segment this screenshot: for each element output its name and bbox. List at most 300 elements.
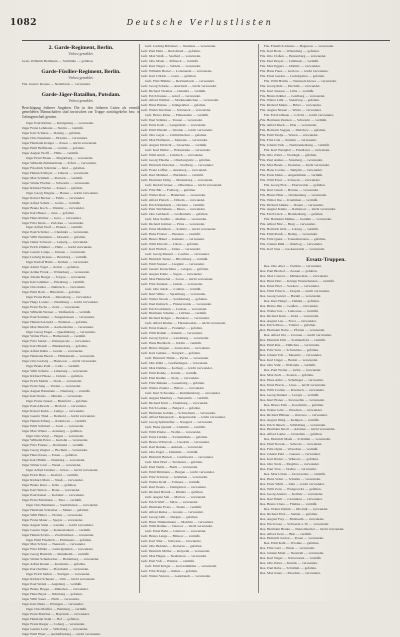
casualty-entry: Gefr. Willi Arndt — Limbach — verwundet. [141, 152, 204, 157]
casualty-entry: Gefr. August Ulbricht — Glauchau — vermißt. [141, 143, 208, 148]
casualty-entry: Gefr. Walter Krull — Tribsees — vermißt. [141, 479, 201, 484]
casualty-entry: Gefr. Bruno Wittstock — Usedom — verwundet. [141, 440, 210, 445]
casualty-entry: Füs. Max Eggers — Dömitz — verwundet. [260, 63, 321, 68]
casualty-entry: Gefr. Ernst Bahr — Güstrow — verwundet. [145, 529, 207, 534]
casualty-entry: Res. Johann Toll — Meseritz — verwundet. [260, 353, 322, 358]
casualty-entry: Jäger Friedrich Schröder — Kiel — gefallen. [22, 166, 86, 171]
casualty-entry: Jäger Otto Baumann — Saarbrücken — verwundet. [26, 502, 99, 507]
casualty-entry: Gefr. Emil Dittmann — Bergen — leicht verwundet. [141, 469, 215, 474]
casualty-entry: Gefr. Fritz Kutzner — Guben — verwundet. [141, 281, 204, 286]
casualty-entry: Füs. Georg Fick — Eberswalde — gefallen. [264, 182, 326, 187]
casualty-entry: Gefr. Richard Thomas — Oelsnitz — vermißt. [141, 88, 207, 93]
casualty-entry: Res. Ernst Borck — Lissa — leicht verwundet. [260, 382, 327, 387]
casualty-entry: Gefr. Gustav Kretschmer — Glogau — gefallen. [141, 266, 210, 271]
casualty-entry: Gefr. Emil Kröger — Grevesmühlen — verwundet. [145, 564, 218, 569]
casualty-entry: Gefr. Max Weiß — Saalfeld — verwundet. [141, 53, 202, 58]
casualty-entry: Res. Erich Jänsch — Schildberg — verwundet. [260, 422, 327, 427]
casualty-entry: Res. Bruno Falk — Koschmin — gefallen. [264, 402, 324, 407]
casualty-entry: Jäger Max Winter — Arnsberg — gefallen. [22, 428, 83, 433]
casualty-entry: Jäger Paul Schröter — Chemnitz — verwundet. [22, 230, 89, 235]
casualty-entry: Füs. Ernst Dehn — Angermünde — vermißt. [260, 172, 323, 177]
casualty-entry: Jäger Karl Simon — Bonn — verwundet. [22, 488, 81, 492]
casualty-entry: Gefr. Paul Nehls — Barth — verwundet. [141, 465, 199, 470]
casualty-entry: Gefr. Karl Gehrke — Stargard — gefallen. [141, 351, 201, 356]
casualty-entry: Gefr. Heinrich Tietze — Hirschberg — vermißt. [141, 256, 209, 261]
casualty-entry: Res. Hermann Henke — Neutomischel — leicht verwundet. [260, 526, 345, 531]
casualty-entry: Füs. Johann Vick — Neubrandenburg — vermißt. [260, 143, 330, 148]
casualty-entry: Gefr. Hermann Schulze — Lübben — vermißt. [141, 311, 207, 316]
casualty-entry: Res. Johann Mohr — Neustadt — verwundet. [260, 551, 325, 556]
casualty-entry: Jäger Otto Ludwig — Hannover — leicht verwundet. [22, 359, 97, 364]
casualty-entry: Füs. Johann Rühl — Jüterbog — verwundet. [260, 242, 323, 247]
casualty-entry: Jäger Bruno Hoppe — München — verwundet. [22, 587, 89, 592]
casualty-entry: Gefr. Erich Lemke — Belgard — gefallen. [141, 405, 201, 410]
casualty-entry: Jäger Hermann Busch — Hildesheim — verwundet. [22, 354, 96, 359]
casualty-entry: Gefr. Kurt Wilke — Spremberg — verwundet. [141, 291, 207, 296]
casualty-entry: Res. Walter Jost — Lieberose — vermißt. [260, 308, 319, 313]
casualty-entry: Gefr. Fritz Bär — Freiberg — gefallen. [141, 187, 196, 192]
casualty-entry: Jäger Gustav Jäger — Kaiserslautern — vermißt. [22, 527, 91, 532]
casualty-entry: Gefr. Alfred Dreher — Fürstenwalde — leicht verwundet. [145, 321, 227, 326]
casualty-entry: Gefr. Franz Löffler — Annaberg — verwundet. [141, 167, 208, 172]
casualty-entry: Gefr. Rudolf Glaser — Olbernhau — leicht verwundet. [145, 182, 223, 187]
casualty-entry: Gefr. Max Hofmann — Meerane — verwundet. [141, 138, 208, 143]
casualty-entry: Jäger Fritz Möller — Ludwigshafen — verwundet. [22, 547, 94, 552]
casualty-entry: Res. Erich Moos — Triebel — gefallen. [260, 323, 316, 328]
casualty-entry: Füs. Hans Faust — Grabow — leicht verwundet. [260, 68, 329, 73]
casualty-entry: Jäger Fritz Franke — Dortmund — vermißt. [22, 443, 85, 448]
casualty-entry: Jäger Georg Wagner — Hanau — leicht verwundet. [26, 190, 99, 195]
casualty-entry: Gefr. Emil Wendel — Werdau — leicht verwundet. [141, 128, 213, 133]
casualty-entry: Gefr. Erich Wulf — Sülze — verwundet. [141, 499, 199, 504]
casualty-entry: Gefr. Ernst Kunert — Frankfurt — gefallen. [141, 326, 203, 331]
casualty-entry: Jäger Kurt Böhm — Duisburg — verwundet. [22, 458, 86, 463]
casualty-entry: Jäger Otto Voigt — Hagen — verwundet. [26, 433, 85, 438]
casualty-entry: Jäger Richard Marx — Neuß — verwundet. [22, 478, 84, 483]
casualty-entry: Jäger Karl Dietz — Erlangen — verwundet. [22, 601, 84, 606]
casualty-entry: Gefr. Ludwig Brückner — Neuhaus — verwundet. [145, 44, 217, 48]
casualty-entry: Füs. Emil Tiedje — Waren — verwundet. [260, 133, 319, 138]
casualty-entry: Res. Heinrich Maaß — Schrimm — verwundet. [264, 437, 332, 442]
casualty-entry: Füs. Alfred Nitz — Burg — verwundet. [260, 222, 316, 227]
casualty-entry: Füs. August Nissen — Warin — verwundet. [260, 108, 322, 113]
casualty-entry: Res. Walter Götz — Pleschen — verwundet. [260, 407, 323, 412]
casualty-entry: Füs. Karl Sass — Luckenwalde — verwundet. [260, 247, 326, 252]
casualty-entry: Gefr. Paul Hein — Rudolstadt — gefallen. [141, 48, 201, 53]
casualty-entry: Jäger Erich Haas — Krefeld — vermißt. [22, 473, 79, 478]
section-heading: 2. Garde-Regiment, Berlin. [48, 45, 114, 51]
casualty-entry: Füs. Willi Harms — Neustadt-Glewe — verwundet. [264, 78, 337, 83]
casualty-entry: Füs. Max Baade — Prenzlau — leicht verwundet. [260, 162, 330, 167]
middle-column [141, 44, 258, 593]
casualty-entry: Gefr. Heinrich Drescher — Stollberg — verwundet. [141, 162, 214, 167]
casualty-entry: Gefr. Georg Sydow — Landsberg — verwundet. [141, 336, 210, 341]
casualty-entry: Res. Alfred Laube — Jarotschin — gefallen. [260, 432, 323, 437]
casualty-entry: Jäger Ernst Fuhrmann — Trier — vermißt. [22, 497, 82, 502]
casualty-entry: Gefr. Otto Mann — Pößneck — vermißt. [141, 58, 199, 63]
correction-paragraph: Berichtigung früherer Angaben: Die in den früheren Listen als vermißt gemeldeten Mannschaften sind inzwischen zur Truppe zurückgekehrt bzw. in Gefangenschaft geraten. [22, 105, 140, 119]
casualty-entry: Jäger Hans Kraus — Essen — gefallen. [22, 453, 78, 458]
casualty-entry: Res. Willi Fritsch — Teupitz — leicht verwundet. [260, 288, 330, 293]
casualty-entry: Jäger Erich Seifert — Stuttgart — verwundet. [26, 572, 91, 577]
casualty-entry: Jäger Kurt Bauer — Jena — gefallen. [22, 210, 75, 215]
casualty-entry: Gefr. Hans Timmermann — Malchin — verwundet. [141, 519, 214, 524]
casualty-entry: Gefr. Paul Schütze — Treuen — verwundet. [141, 118, 204, 123]
casualty-entry: Gefr. Hans Quandt — Cammin — vermißt. [145, 425, 206, 430]
casualty-entry: Gefr. Willi Priebe — Wollin — verwundet. [141, 430, 202, 435]
casualty-entry: Res. Max Urban — Inowrazlaw — vermißt. [264, 472, 326, 477]
page-crease [259, 330, 260, 360]
casualty-entry: Gefr. Karl Ehrlich — Zittau — verwundet. [141, 247, 201, 252]
casualty-entry: Füs. Fritz Ude — Penzlin — verwundet. [260, 138, 317, 143]
casualty-entry: Jäger Willi Sauer — Fürth — verwundet. [22, 596, 80, 601]
casualty-entry: Res. Hans Dörr — Königs Wusterhausen — vermißt. [260, 278, 335, 283]
casualty-entry: Jäger Georg Ziegler — Bochum — verwundet. [22, 448, 88, 453]
casualty-entry: Jäger Karl Günther — Eilenburg — vermißt. [22, 279, 85, 284]
casualty-entry: Jäger Fritz Seidel — Wernigerode — verwundet. [22, 339, 91, 344]
casualty-entry: Gefr. Max Hagen — Neubukow — verwundet. [141, 554, 207, 559]
casualty-entry: Jäger Alfred Wolf — Plauen — vermißt. [26, 225, 83, 230]
section-heading: Ersatz-Truppen. [306, 257, 346, 264]
casualty-entry: Jäger Franz Beck — Merseburg — verwundet. [26, 294, 92, 299]
casualty-entry: Jäger Bruno Pohl — Celle — vermißt. [26, 364, 80, 369]
casualty-entry: Füs. Heinrich Orth — Loburg — vermißt. [260, 227, 319, 232]
casualty-entry: Gefr. August Saß — Marlow — verwundet. [145, 494, 207, 499]
casualty-entry: Jäger Hermann Schreiber — Mainz — gefallen. [22, 507, 90, 512]
casualty-entry: Gefr. Bruno Wegner — Arnswalde — verwundet. [141, 346, 211, 351]
casualty-entry: Gren. Wilhelm Hellmann — Schmölln — gefallen. [22, 58, 94, 63]
casualty-entry: Gefr. Hans Heinze — Klingenthal — gefallen. [141, 103, 207, 108]
casualty-entry: Gefr. Erich Kunze — Adorf — verwundet. [141, 93, 201, 98]
casualty-entry: Jäger Paul Albrecht — Herford — verwundet. [22, 403, 87, 408]
casualty-entry: Gefr. Otto Behrens — Doberan — gefallen. [141, 544, 203, 549]
casualty-entry: Füs. Walter Ilse — Kremmen — vermißt. [260, 197, 319, 202]
section-heading: Garde-Jäger-Bataillon, Potsdam. [41, 92, 121, 99]
casualty-entry: Res. Richard Eich — Samter — gefallen. [260, 511, 318, 516]
casualty-entry: Gefr. Paul Teichmann — Riesa — verwundet. [141, 207, 206, 212]
casualty-entry: Gefr. Paul Voß — Wismar — vermißt. [141, 559, 195, 564]
casualty-entry: Gefr. Georg Lüth — Dargun — gefallen. [141, 514, 199, 519]
casualty-entry: Jäger Walter Horn — Halberstadt — vermißt. [22, 334, 86, 339]
casualty-entry: Gefr. Fritz Böhme — Reichenbach — verwundet. [145, 78, 215, 83]
casualty-entry: Füs. Kurt Gnadt — Bernau — verwundet. [260, 187, 319, 192]
casualty-entry: Jäger Hermann Stahl — Hof — gefallen. [22, 616, 80, 621]
casualty-entry: Res. Bruno Ihle — Golßen — verwundet. [260, 303, 319, 308]
casualty-entry: Res. August Lau — Forst — verwundet. [260, 318, 317, 323]
casualty-entry: Gefr. Max Hentschel — Sorau — leicht verwundet. [141, 276, 214, 281]
casualty-entry: Jäger Erich Martin — Stade — verwundet. [22, 379, 83, 384]
casualty-entry: Füs. Bruno Kähler — Goldberg — verwundet. [260, 93, 326, 98]
casualty-entry: Gefr. Bruno Ritter — Falkenstein — vermißt. [145, 113, 209, 118]
casualty-entry: Jäger Hans Beyer — Nürnberg — gefallen. [22, 592, 83, 597]
casualty-entry: Gefr. Kurt Nagel — Schleiz — verwundet. [141, 63, 202, 68]
casualty-entry: Res. Fritz Sohr — Schwiebus — gefallen. [260, 348, 319, 353]
running-title: Deutsche Verlustlisten [126, 18, 274, 27]
casualty-entry: Jäger Ernst Braun — Magdeburg — verwundet. [26, 156, 94, 161]
right-column [260, 44, 392, 593]
casualty-entry: Jäger Otto Keller — Delitzsch — verwundet. [22, 284, 86, 289]
casualty-entry: Jäger Gustav Lange — Dessau — verwundet. [22, 250, 87, 255]
casualty-entry: Jäger Paul Wendt — Augsburg — vermißt. [22, 582, 83, 587]
casualty-entry: Gefr. Alfred Pietsch — Döbeln — verwundet. [141, 197, 206, 202]
casualty-entry: Jäger Georg Heinrich — Mannheim — vermißt. [22, 552, 90, 557]
casualty-entry: Jäger Alfred Reuter — Karlsruhe — gefallen. [22, 562, 86, 567]
casualty-entry: Gefr. Bruno Lange — Bützow — vermißt. [141, 534, 201, 539]
left-column [22, 44, 140, 636]
casualty-entry: Gefr. Willi Rathke — Teterow — leicht verwundet. [141, 524, 213, 529]
casualty-entry: Füs. Hans Cordes — Templin — verwundet. [260, 167, 323, 172]
casualty-entry: Jäger Max Schmidt — Rostock — vermißt. [22, 175, 83, 180]
casualty-entry: Jäger Ludwig Krause — Bernburg — vermißt. [22, 255, 88, 260]
section-note: Verlust gemeldet. [68, 75, 94, 80]
casualty-entry: Jäger Gustav Lenz — Würzburg — verwundet. [22, 626, 89, 631]
casualty-entry: Jäger Robert Becker — Fulda — verwundet. [22, 195, 85, 200]
casualty-entry: Res. Otto Abel — Trebbin — verwundet. [264, 264, 322, 269]
casualty-entry: Res. Hermann Nolte — Pförten — verwundet. [260, 328, 326, 333]
casualty-entry: Res. Karl Rösler — Witkowo — gefallen. [260, 457, 319, 462]
casualty-entry: Res. Hans Vetter — Schubin — verwundet. [260, 477, 321, 482]
casualty-entry: Gefr. Alfred Marquardt — Regenwalde — leicht verwundet. [141, 415, 226, 420]
casualty-entry: Gefr. Kurt Peters — Damgarten — verwundet. [141, 484, 207, 489]
casualty-entry: Res. Georg Anders — Kolmar — verwundet. [260, 491, 324, 496]
casualty-entry: Gefr. Wilhelm Hertel — Lobenstein — verwundet. [141, 68, 213, 73]
casualty-entry: Res. August Illing — Kempen — vermißt. [260, 417, 320, 422]
casualty-entry: Res. Bruno Claus — Filehne — vermißt. [260, 501, 318, 506]
casualty-entry: Gefr. Willi Petzold — Löbau — gefallen. [141, 242, 199, 247]
casualty-entry: Füs. Otto Claßen — Boizenburg — verwundet. [260, 53, 327, 58]
casualty-entry: Res. Max Zech — Kosten — gefallen. [260, 373, 314, 377]
casualty-entry: Jäger Willi Huber — Worms — verwundet. [22, 512, 83, 517]
casualty-entry: Füs. Karl Bode — Wittenburg — gefallen. [260, 48, 320, 53]
casualty-entry: Jäger Alfred Lindner — Kleve — leicht verwundet. [26, 468, 99, 473]
casualty-entry: Füs. Hermann Mielke — Genthin — verwundet. [264, 217, 333, 222]
casualty-list [260, 44, 392, 252]
casualty-entry: Gefr. Bruno Hänel — Kamenz — verwundet. [141, 237, 205, 242]
casualty-entry: Res. Georg Dunkel — Gostyn — vermißt. [260, 392, 320, 397]
casualty-entry: Jäger Bruno Kurz — Köln — gefallen. [22, 483, 77, 488]
casualty-entry: Jäger Emil Schubert — Soest — verwundet. [22, 423, 85, 428]
casualty-entry: Jäger Franz Maier — Speyer — verwundet. [22, 517, 84, 522]
casualty-entry: Jäger Robert Kuhn — Lemgo — verwundet. [22, 408, 85, 413]
casualty-entry: Füs. Georg Ihde — Parchim — verwundet. [260, 83, 321, 88]
casualty-entry: Gefr. Walter Sievers — Gadebusch — verwundet. [141, 573, 212, 578]
casualty-entry: Gefr. Ernst Mehlhorn — Sebnitz — leicht verwundet. [141, 227, 217, 232]
section-guard-jaeger [22, 92, 140, 637]
casualty-entry: Jäger Kurt Brandt — Blankenburg — gefallen. [22, 344, 88, 349]
casualty-entry: Jäger Karl Schulze — Danzig — gefallen. [22, 131, 82, 136]
casualty-entry: Gefr. Walter Rost — Hainichen — verwundet. [141, 192, 206, 197]
casualty-entry: Jäger Karl Peters — Minden — verwundet. [22, 393, 83, 398]
casualty-list [141, 44, 258, 579]
casualty-entry: Gefr. Georg Schade — Auerbach — leicht verwundet. [141, 83, 217, 88]
casualty-entry: Jäger Wilhelm Werner — Weißenfels — vermißt. [22, 309, 92, 314]
casualty-entry: Gefr. Richard Krüger — Beeskow — verwundet. [141, 316, 210, 321]
casualty-entry: Jäger Bruno Koch — Weimar — verwundet. [22, 205, 85, 210]
casualty-entry: Gefr. Emil Stenzel — Liegnitz — verwundet. [141, 261, 205, 266]
casualty-entry: Res. Karl Nagel — Schwersenz — vermißt. [260, 556, 322, 561]
casualty-entry: Jäger Willi Neumann — Dresden — gefallen. [22, 235, 87, 240]
casualty-entry: Res. Willi Cramer — Rawitsch — verwundet. [260, 387, 325, 392]
casualty-entry: Res. Kurt Blum — Czarnikau — verwundet. [260, 496, 323, 501]
casualty-entry: Jäger Kurt Krämer — Pforzheim — verwundet. [22, 567, 89, 572]
casualty-entry: Gefr. Erich Reinhardt — Oschatz — vermißt. [141, 202, 205, 207]
casualty-entry: Gefr. Karl Stier — Schwaan — verwundet. [141, 539, 202, 544]
casualty-entry: Jäger Otto Pfeiffer — Bamberg — vermißt. [26, 606, 88, 611]
casualty-entry: Jäger Max Dietrich — Aschersleben — verwundet. [22, 324, 94, 329]
casualty-entry: Füs. Otto Zabel — Woldegk — gefallen. [260, 152, 318, 157]
casualty-entry: Jäger Franz Lehmann — Stettin — vermißt. [22, 126, 84, 131]
casualty-entry: Gefr. Otto Geyer — Crimmitschau — gefallen. [141, 133, 208, 138]
casualty-entry: Res. Emil Nowak — Schroda — verwundet. [260, 442, 323, 447]
casualty-entry: Gefr. Max Seidler — Meißen — verwundet. [145, 217, 208, 222]
casualty-entry: Gefr. Richard Klatt — Dramburg — verwundet. [141, 400, 209, 405]
casualty-entry: Jäger Paul Sommer — Sangerhausen — verwundet. [22, 314, 95, 319]
casualty-entry: Res. Kurt Elsner — Krotoschin — verwundet. [260, 397, 325, 402]
page-number: 1082 [10, 18, 38, 28]
casualty-entry: Gefr. Richard Brandt — Ribnitz — gefallen. [141, 489, 204, 494]
casualty-entry: Res. Max Sauer — Moschin — verwundet. [260, 571, 321, 576]
casualty-entry: Res. Richard Kern — Peitz — verwundet. [260, 313, 320, 318]
page-header [10, 18, 390, 34]
casualty-entry: Jäger Ernst Fuchs — Zeitz — verwundet. [22, 304, 81, 309]
casualty-entry: Gefr. Paul Radtke — Stolp — verwundet. [141, 375, 200, 380]
casualty-entry: Jäger Wilhelm Zimmermann — Erfurt — verwundet. [22, 161, 97, 166]
casualty-entry: Jäger Emil Roth — Bitterfeld — gefallen. [22, 289, 81, 294]
casualty-entry: Res. Paul Bischof — Zossen — gefallen. [260, 268, 318, 273]
casualty-entry: Res. Johann Pahl — Gnesen — verwundet. [260, 452, 321, 457]
casualty-entry: Füs. Richard Jahnke — Nauen — verwundet. [260, 202, 324, 207]
casualty-entry: Gefr. Max Dahlke — Kolberg — leicht verwundet. [141, 365, 213, 370]
casualty-entry: Gefr. Heinrich Bartels — Greifswald — verwundet. [141, 455, 214, 460]
casualty-entry: Gefr. Fritz Prange — Rehna — gefallen. [141, 569, 198, 574]
casualty-entry: Gefr. Heinrich Timm — Pyritz — verwundet. [145, 356, 209, 361]
casualty-entry: Gefr. Paul Kubisch — Finsterwalde — verwundet. [141, 301, 212, 306]
casualty-entry: Res. Heinrich Jordan — Posen — verwundet. [260, 536, 324, 541]
casualty-entry: Jäger Rudolf Hahn — Köthen — verwundet. [26, 260, 89, 265]
casualty-entry: Füs. Alfred Rieck — Plau — verwundet. [260, 123, 318, 128]
casualty-entry: Jäger Emil Hoffmann — Görlitz — gefallen. [22, 146, 85, 151]
casualty-entry: Füs. Emil Preuß — Belzig — verwundet. [260, 232, 318, 237]
casualty-entry: Füs. August Kanitz — Rathenow — leicht verwundet. [260, 207, 336, 212]
casualty-entry: Res. August Frey — Birnbaum — verwundet. [260, 516, 325, 521]
casualty-entry: Füs. Heinrich Saggau — Malchow — gefallen. [260, 128, 327, 133]
casualty-entry: Jäger Albert Vogel — Zerbst — gefallen. [22, 265, 80, 270]
casualty-entry: Jäger Ernst Jung — Verden — verwundet. [22, 383, 82, 388]
casualty-entry: Gefr. Fritz Behnke — Lauenburg — gefallen. [141, 380, 205, 385]
casualty-entry: Füs. Friedrich Ahrens — Hagenow — verwundet. [264, 44, 334, 48]
casualty-entry: Gefr. Emil Rohde — Köslin — vermißt. [141, 370, 198, 375]
section-guard-fusilier [22, 69, 140, 88]
casualty-entry: Res. Emil Rau — Züllichau — verwundet. [260, 343, 320, 348]
casualty-entry: Füs. Paul Asmus — Strasburg — verwundet. [260, 157, 323, 162]
casualty-entry: Res. Paul Rabe — Schrimm — gefallen. [260, 566, 317, 571]
casualty-entry: Res. Otto Pabst — Kurnik — verwundet. [260, 561, 318, 566]
casualty-entry: Res. Kurt Haupt — Dahme — gefallen. [264, 298, 320, 303]
casualty-entry: Res. Georg Grund — Baruth — verwundet. [260, 293, 322, 298]
casualty-entry: Gefr. Karl Reinke — Anklam — verwundet. [141, 445, 204, 450]
casualty-entry: Gefr. Fritz Schwarz — Grimmen — verwundet. [141, 474, 209, 479]
casualty-entry: Jäger Hans Richter — Gera — verwundet. [22, 215, 82, 220]
casualty-entry: Res. Hans Adler — Schmiegel — verwundet. [260, 377, 324, 382]
section-note: Verlust gemeldet. [68, 52, 94, 56]
casualty-entry: Füs. Kurt Janssen — Lübz — vermißt. [260, 88, 315, 93]
casualty-entry: Füs. Willi Evert — Schwedt — verwundet. [260, 177, 321, 182]
casualty-entry: Jäger Walter Fischer — Schwerin — verwundet. [22, 180, 90, 185]
casualty-entry: Res. Richard Hübner — Ostrowo — verwundet. [260, 412, 328, 417]
casualty-entry: Jäger August Wolff — Halle — vermißt. [22, 151, 79, 156]
casualty-entry: Jäger Heinrich Berg — Paderborn — vermißt. [22, 418, 87, 423]
casualty-list [22, 121, 140, 636]
casualty-entry: Jäger Emil Ebert — Aschaffenburg — leicht verwundet. [22, 631, 101, 636]
casualty-entry: Res. Walter Damm — Obornik — verwundet. [264, 506, 329, 511]
casualty-entry: Gefr. Georg Menzel — Lauban — verwundet. [145, 252, 210, 257]
casualty-entry: Gefr. Erich Lehmann — Luckau — verwundet. [141, 306, 208, 311]
casualty-entry: Res. Otto Stolz — Mogilno — verwundet. [260, 462, 320, 467]
casualty-list [260, 264, 392, 576]
casualty-entry: Gefr. Otto Kühl — Greifenhagen — verwundet. [141, 361, 209, 365]
casualty-entry: Füs. Gustav Krause — Nettelbeck — verwundet. [22, 82, 91, 87]
casualty-entry: Gefr. August Pohle — Sagan — verwundet. [141, 271, 203, 276]
casualty-entry: Füs. Richard Meins — Brüel — verwundet. [260, 103, 322, 108]
casualty-entry: Jäger Heinrich Meyer — Lübeck — verwundet. [22, 171, 90, 175]
casualty-entry: Res. Fritz Lutz — Pinne — verwundet. [260, 546, 316, 551]
casualty-entry: Gefr. Willi Ramm — Küstrin — verwundet. [141, 331, 203, 336]
casualty-entry: Gefr. Hans Förster — Bautzen — vermißt. [141, 232, 201, 237]
casualty-entry: Jäger Richard Weber — Kassel — gefallen. [22, 185, 84, 190]
casualty-entry: Jäger Heinrich Otto — Zweibrücken — verwundet. [22, 532, 95, 537]
casualty-entry: Jäger Hermann Krüger — Posen — leicht verwundet. [22, 141, 98, 146]
casualty-entry: Res. Karl Unger — Bomst — verwundet. [260, 358, 319, 363]
casualty-entry: Gefr. Alfred Rehse — Gnoien — verwundet. [141, 509, 204, 514]
casualty-entry: Gefr. Hermann Gohlke — Schivelbein — verwundet. [141, 410, 216, 415]
casualty-entry: Füs. Paul Dreyer — Lübtheen — vermißt. [260, 58, 320, 63]
casualty-entry: Jäger Johann Berger — Torgau — verwundet. [22, 275, 87, 280]
casualty-entry: Jäger Franz Jansen — Bielefeld — gefallen. [26, 398, 88, 403]
section-guard-regiment [22, 45, 140, 64]
page-crease [259, 120, 260, 160]
casualty-entry: Füs. Karl Westphal — Friedland — verwundet. [264, 148, 331, 153]
casualty-entry: Res. Alfred Iwan — Buk — vermißt. [260, 531, 312, 536]
casualty-entry: Füs. Hermann Paulsen — Schwerin — vermißt. [260, 118, 328, 123]
casualty-entry: Gefr. Ernst Lüdtke — Swinemünde — gefallen. [141, 435, 209, 440]
casualty-entry: Gefr. Karl Ullrich — Greiz — gefallen. [141, 73, 197, 78]
casualty-entry: Res. Erich Gast — Schwerin a. W. — verwundet. [260, 521, 330, 526]
casualty-entry: Jäger Max Scholz — Neustadt — verwundet. [22, 542, 86, 547]
casualty-entry: Jäger August Hartmann — Nienburg — vermißt. [22, 388, 91, 393]
casualty-entry: Jäger Hugo Lorenz — Naumburg — leicht verwundet. [22, 299, 99, 304]
casualty-entry: Füs. Erich Lück — Brandenburg — gefallen. [260, 212, 324, 217]
casualty-entry: Jäger August Stein — Landau — leicht verwundet. [22, 522, 94, 527]
casualty-entry: Füs. Ernst Gerdes — Ludwigslust — gefallen. [260, 73, 325, 78]
casualty-entry: Gefr. Walter Noack — Senftenberg — gefallen. [141, 296, 208, 301]
casualty-entry: Jäger Wilhelm Ernst — Iserlohn — verwundet. [22, 438, 89, 443]
casualty-entry: Jäger Erich Zimmer — Halle — leicht verwundet. [22, 245, 93, 250]
casualty-entry: Füs. Bruno Hinz — Oranienburg — verwundet. [260, 192, 328, 197]
casualty-entry: Jäger Alfred Schulz — Gotha — vermißt. [22, 200, 81, 205]
casualty-entry: Gefr. Richard Gärtner — Pirna — verwundet. [141, 222, 206, 227]
casualty-entry: Res. Fritz Opitz — Wreschen — vermißt. [260, 447, 319, 452]
casualty-entry: Gefr. Otto Pagel — Demmin — vermißt. [141, 450, 199, 455]
casualty-entry: Res. Max Conrad — Mittenwalde — verwundet. [260, 273, 329, 278]
casualty-entry: Jäger Georg Engel — Quedlinburg — verwundet. [26, 329, 96, 334]
casualty-entry: Jäger Gustav Thiel — Detmold — leicht verwundet. [22, 413, 96, 418]
casualty-entry: Gefr. Hans Buchholz — Soldin — vermißt. [141, 341, 202, 346]
casualty-entry: Gefr. Hermann Evers — Tessin — vermißt. [141, 504, 202, 509]
casualty-entry: Gefr. Georg Thieme — Oberlungwitz — gefallen. [141, 157, 212, 162]
casualty-entry: Gefr. Walter Zander — Bütow — verwundet. [141, 385, 205, 390]
casualty-entry: Jäger Richard Schuster — Ulm — leicht verwundet. [22, 577, 96, 582]
casualty-entry: Jäger Ernst Böttcher — Bayreuth — verwundet. [22, 611, 90, 616]
